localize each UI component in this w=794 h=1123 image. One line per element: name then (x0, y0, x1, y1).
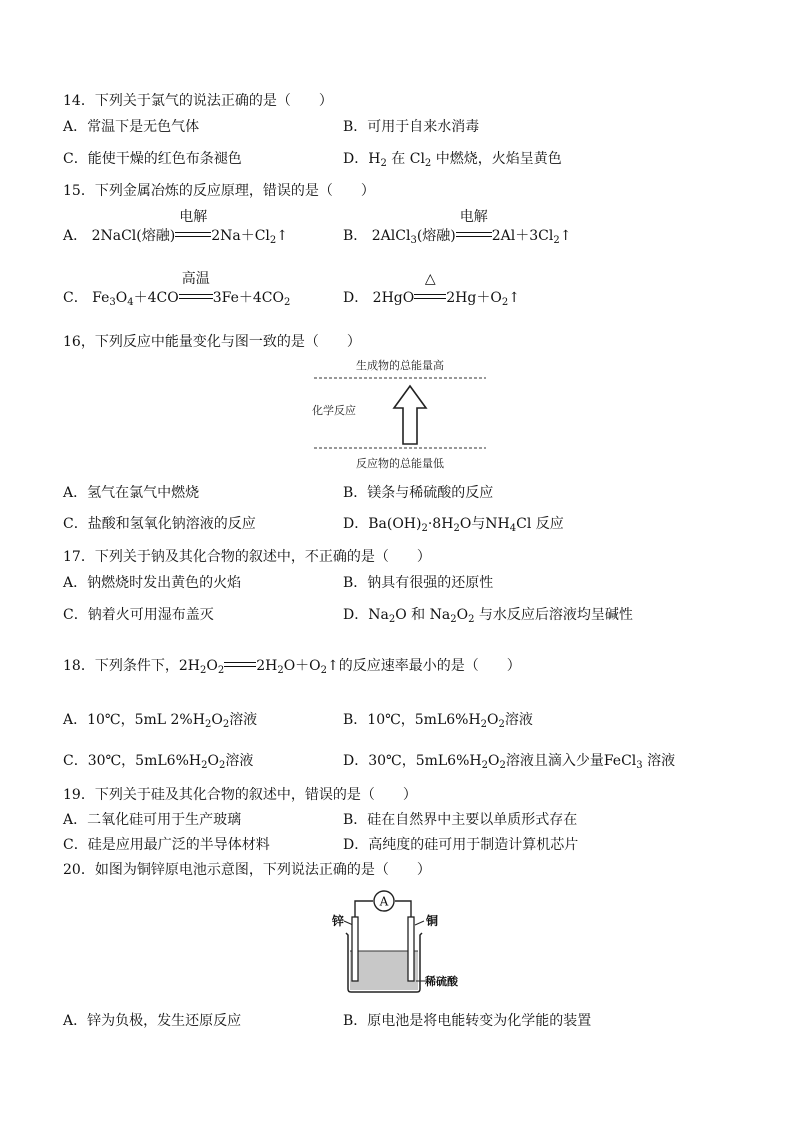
q15-option-a: A． 2NaCl(熔融) 电解 $2Na+Cl_2↑$ (63, 209, 289, 246)
wire-right (395, 901, 411, 917)
zinc-electrode (352, 917, 358, 981)
q18-option-a: A．10℃，5mL $2\%H_2O_2$溶液 (63, 712, 258, 730)
q19-option-c: C．硅是应用最广泛的半导体材料 (63, 837, 270, 853)
q15-option-d: D． 2HgO △ $2Hg+O_2↑$ (343, 271, 520, 308)
q16-option-c: C．盐酸和氢氧化钠溶液的反应 (63, 516, 256, 532)
energy-diagram-svg (300, 352, 500, 474)
q18-option-d-suffix: 溶液 (647, 753, 676, 769)
q15-option-c-arrow (179, 271, 213, 307)
q20-option-b: B．原电池是将电能转变为化学能的装置 (343, 1013, 592, 1029)
q16-option-d: D．$Ba(OH)_2\cdot 8H_2O$与$NH_4Cl$ 反应 (343, 516, 564, 534)
acid-label: 稀硫酸 (425, 975, 458, 988)
energy-arrow (394, 386, 426, 444)
q18-option-b-solution: 溶液 (504, 712, 533, 728)
q17-option-d-prefix: D． (343, 607, 369, 623)
q15-option-c-condition: 高温 (181, 271, 210, 287)
copper-pointer (415, 921, 424, 925)
ammeter-label: A (379, 894, 389, 909)
q18-option-a-solution: 溶液 (229, 712, 258, 728)
q14-stem: 14．下列关于氯气的说法正确的是（ ） (63, 93, 333, 109)
q16-option-d-mid: 与 (471, 516, 486, 532)
q15-option-a-condition: 电解 (179, 209, 208, 225)
q14-option-c: C．能使干燥的红色布条褪色 (63, 151, 242, 167)
q20-option-a: A．锌为负极，发生还原反应 (63, 1013, 242, 1029)
wire-left (355, 901, 373, 917)
q18-option-c: C．30℃，$5mL6\%H_2O_2$溶液 (63, 753, 254, 771)
energy-top-label: 生成物的总能量高 (356, 359, 444, 372)
q19-stem: 19．下列关于硅及其化合物的叙述中，错误的是（ ） (63, 787, 417, 803)
q14-option-d-suffix: 中燃烧，火焰呈黄色 (435, 151, 562, 167)
q16-option-b: B．镁条与稀硫酸的反应 (343, 485, 494, 501)
energy-side-label: 化学反应 (312, 404, 356, 417)
q18-option-d-prefix: D．30℃，5mL6% (343, 753, 470, 769)
copper-electrode (408, 917, 414, 981)
q15-option-c-label: C． (63, 290, 88, 306)
q17-option-d-mid: 和 (411, 607, 426, 623)
q18-stem-prefix: 18．下列条件下， (63, 658, 179, 674)
q16-option-d-suffix: 反应 (535, 516, 564, 532)
q18-option-d-mid: 溶液且滴入少量 (505, 753, 604, 769)
q16-option-a: A．氢气在氯气中燃烧 (63, 485, 200, 501)
q15-option-d-condition: △ (424, 271, 436, 287)
q16-stem: 16，下列反应中能量变化与图一致的是（ ） (63, 334, 361, 350)
q19-option-b: B．硅在自然界中主要以单质形式存在 (343, 812, 578, 828)
q18-option-b-prefix: B．10℃，5mL6% (343, 712, 469, 728)
q15-option-b-label: B． (343, 228, 368, 244)
q18-option-c-prefix: C．30℃，5mL6% (63, 753, 189, 769)
q18-option-c-solution: 溶液 (225, 753, 254, 769)
q17-option-d: D．$Na_2O$ 和 $Na_2O_2$ 与水反应后溶液均呈碱性 (343, 607, 633, 625)
q16-option-d-prefix: D． (343, 516, 369, 532)
q15-option-a-arrow (175, 209, 211, 245)
q15-option-d-label: D． (343, 290, 369, 306)
q17-option-b: B．钠具有很强的还原性 (343, 575, 494, 591)
q15-stem: 15．下列金属冶炼的反应原理，错误的是（ ） (63, 183, 375, 199)
q20-stem: 20．如图为铜锌原电池示意图，下列说法正确的是（ ） (63, 862, 431, 878)
q15-option-a-label: A． (63, 228, 88, 244)
q15-option-b-arrow (456, 209, 492, 245)
galvanic-cell-svg (326, 885, 466, 997)
q17-option-a: A．钠燃烧时发出黄色的火焰 (63, 575, 242, 591)
q18-equals (224, 657, 256, 675)
q14-option-b: B．可用于自来水消毒 (343, 119, 480, 135)
q15-option-a-molten: 熔融 (141, 228, 170, 244)
q15-option-d-arrow (414, 271, 446, 307)
q15-option-b-molten: 熔融 (422, 228, 451, 244)
q18-option-a-prefix: A．10℃，5mL 2% (63, 712, 193, 728)
galvanic-cell-diagram (326, 885, 466, 997)
q15-option-c: C． $Fe_3O_4+4CO$ 高温 $3Fe+4CO_2$ (63, 271, 291, 308)
q14-option-a: A．常温下是无色气体 (63, 119, 200, 135)
q19-option-d: D．高纯度的硅可用于制造计算机芯片 (343, 837, 579, 853)
q18-stem: 18．下列条件下，$2H_2O_2$ $2H_2O+O_2↑$的反应速率最小的是（ ） (63, 658, 521, 676)
q19-option-a: A．二氧化硅可用于生产玻璃 (63, 812, 242, 828)
energy-bottom-label: 反应物的总能量低 (356, 457, 444, 470)
zinc-label: 锌 (332, 914, 345, 928)
q17-option-c: C．钠着火可用湿布盖灭 (63, 607, 214, 623)
q18-option-d: D．30℃，$5mL6\%H_2O_2$溶液且滴入少量FeCl$_3$ 溶液 (343, 753, 676, 771)
q17-stem: 17．下列关于钠及其化合物的叙述中，不正确的是（ ） (63, 549, 431, 565)
copper-label: 铜 (426, 914, 439, 928)
q17-option-d-suffix: 与水反应后溶液均呈碱性 (478, 607, 633, 623)
q15-option-b-condition: 电解 (459, 209, 488, 225)
q18-option-b: B．10℃，$5mL6\%H_2O_2$溶液 (343, 712, 533, 730)
q14-option-d: D．$H_2$ 在 $Cl_2$ 中燃烧，火焰呈黄色 (343, 151, 562, 169)
q15-option-b: B． 2AlCl$_3$(熔融) 电解 $2Al+3Cl_2↑$ (343, 209, 572, 246)
energy-diagram (300, 352, 500, 474)
q18-stem-suffix: 的反应速率最小的是（ ） (338, 658, 521, 674)
q14-option-d-prefix: D． (343, 151, 369, 167)
